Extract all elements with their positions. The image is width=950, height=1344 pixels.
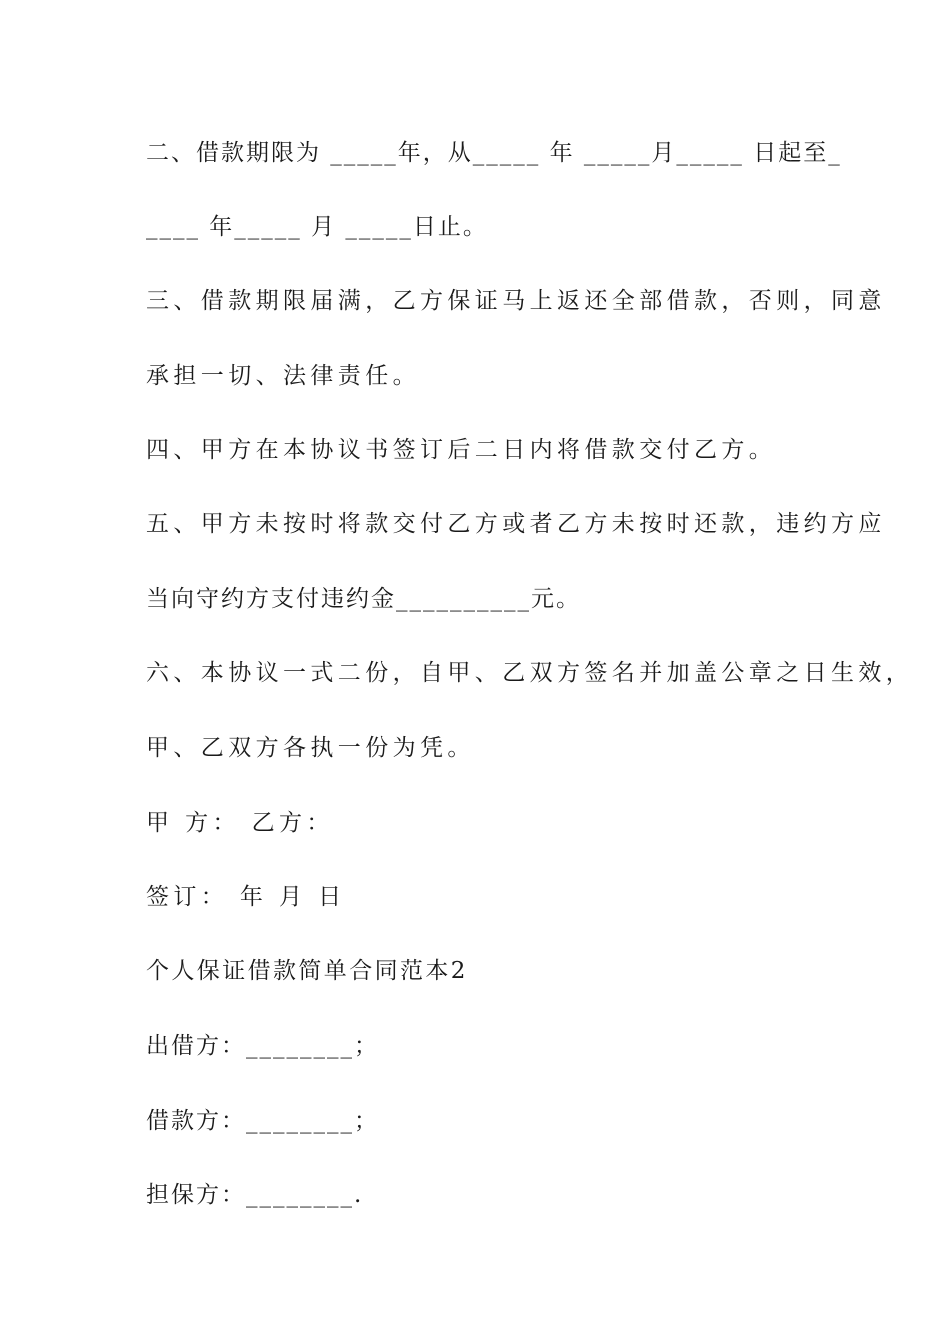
clause-five-line-1: 五、甲方未按时将款交付乙方或者乙方未按时还款，违约方应 <box>146 511 886 537</box>
signing-date-line: 签订： 年 月 日 <box>146 884 346 910</box>
clause-four-line: 四、甲方在本协议书签订后二日内将借款交付乙方。 <box>146 437 777 463</box>
lender-line: 出借方：________； <box>146 1033 379 1059</box>
section-title: 个人保证借款简单合同范本2 <box>146 958 468 984</box>
clause-five-line-2: 当向守约方支付违约金__________元。 <box>146 586 581 612</box>
clause-six-line-1: 六、本协议一式二份，自甲、乙双方签名并加盖公章之日生效， <box>146 660 914 686</box>
clause-six-line-2: 甲、乙双方各执一份为凭。 <box>146 735 475 761</box>
borrower-line: 借款方：________； <box>146 1108 379 1134</box>
party-signature-line: 甲 方： 乙方： <box>146 810 334 836</box>
clause-three-line-1: 三、借款期限届满，乙方保证马上返还全部借款，否则，同意 <box>146 288 886 314</box>
clause-two-line-1: 二、借款期限为 _____年，从_____ 年 _____月_____ 日起至_ <box>146 140 842 166</box>
clause-three-line-2: 承担一切、法律责任。 <box>146 363 420 389</box>
clause-two-line-2: ____ 年_____ 月 _____日止。 <box>146 214 488 240</box>
guarantor-line: 担保方：________. <box>146 1182 364 1208</box>
